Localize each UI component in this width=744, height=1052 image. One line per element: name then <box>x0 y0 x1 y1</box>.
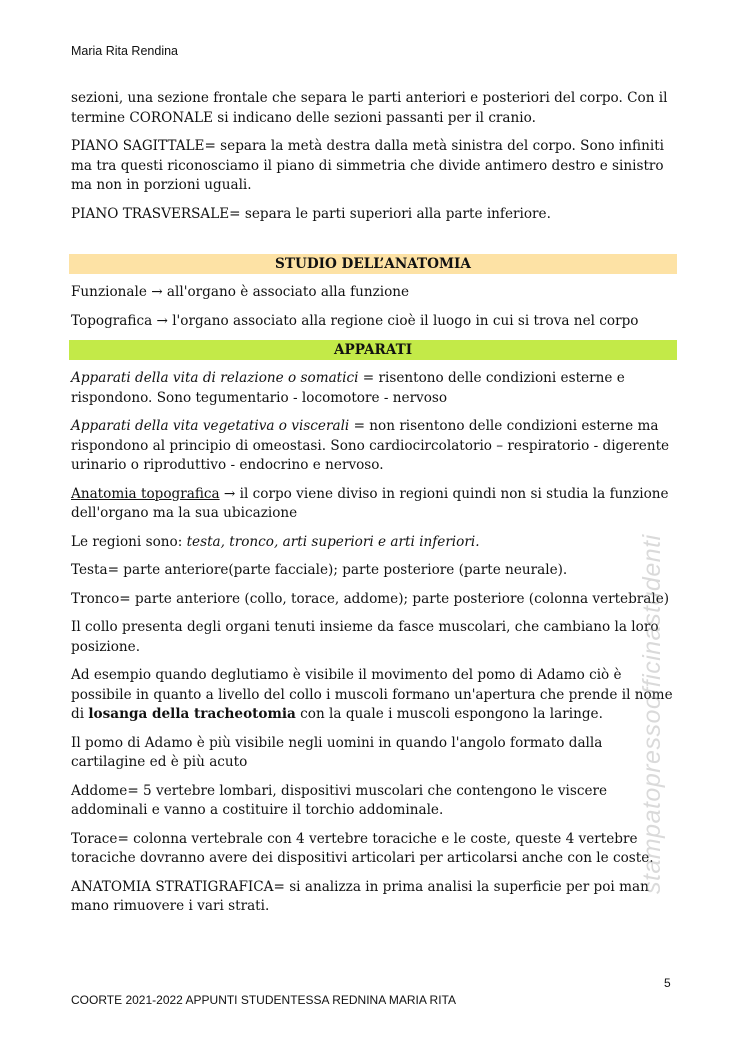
paragraph-pomo-adamo-uomini: Il pomo di Adamo è più visibile negli uomini in quando l'angolo formato dalla cartilagine ed è più acuto <box>71 734 603 770</box>
term-regioni-list: testa, tronco, arti superiori e arti inferiori. <box>186 533 480 550</box>
text-anatomia-topografica: → il corpo viene diviso in regioni quindi non si studia la funzione dell'organo ma la sua ubicazione <box>71 485 669 521</box>
term-anatomia-topografica: Anatomia topografica <box>71 485 220 502</box>
paragraph-pomo-adamo-deglutizione <box>71 666 675 725</box>
text-apparati-vegetativa: = non risentono delle condizioni esterne ma rispondono al principio di omeostasi. Sono cardiocircolatorio – respiratorio - digerente urinario o riproduttivo - endocrino e nervoso. <box>71 418 670 473</box>
text-deglutizione-pre: Ad esempio quando deglutiamo è visibile il movimento del pomo di Adamo ciò è possibile in quanto a livello del collo i muscoli formano un'apertura che prende il nome di <box>71 667 673 722</box>
text-deglutizione-rest: con la quale i muscoli espongono la laringe. <box>295 706 603 722</box>
paragraph-anatomia-topografica <box>71 485 675 524</box>
term-apparati-relazione: Apparati della vita di relazione o somatici <box>71 370 359 386</box>
term-losanga-tracheotomia: losanga della tracheotomia <box>88 706 296 722</box>
paragraph-sezioni: sezioni, una sezione frontale che separa le parti anteriori e posteriori del corpo. Con il termine CORONALE si indicano delle sezioni passanti per il cranio. <box>71 90 668 126</box>
paragraph-apparati-vegetativa <box>71 417 675 476</box>
page-header-author: Maria Rita Rendina <box>71 44 178 58</box>
page-footer: COORTE 2021-2022 APPUNTI STUDENTESSA REDNINA MARIA RITA <box>71 993 457 1007</box>
document-body <box>71 89 675 926</box>
paragraph-regioni <box>71 533 675 553</box>
paragraph-topografica: Topografica → l'organo associato alla regione cioè il luogo in cui si trova nel corpo <box>71 312 639 329</box>
watermark-text: stampatopressoofficinastudenti <box>638 534 666 894</box>
section-heading-apparati: APPARATI <box>69 340 677 360</box>
section-heading-studio-anatomia: STUDIO DELL’ANATOMIA <box>69 254 677 274</box>
paragraph-tronco: Tronco= parte anteriore (collo, torace, addome); parte posteriore (colonna vertebrale) <box>71 590 670 607</box>
paragraph-piano-trasversale: PIANO TRASVERSALE= separa le parti superiori alla parte inferiore. <box>71 205 551 222</box>
paragraph-torace: Torace= colonna vertebrale con 4 vertebre toraciche e le coste, queste 4 vertebre toraciche dovranno avere dei dispositivi articolari per articolarsi anche con le coste. <box>71 830 654 866</box>
paragraph-addome: Addome= 5 vertebre lombari, dispositivi muscolari che contengono le viscere addominali e vanno a costituire il torchio addominale. <box>71 782 608 818</box>
paragraph-anatomia-stratigrafica: ANATOMIA STRATIGRAFICA= si analizza in prima analisi la superficie per poi man mano rimuovere i vari strati. <box>71 878 649 914</box>
page-number: 5 <box>664 976 671 990</box>
paragraph-funzionale: Funzionale → all'organo è associato alla funzione <box>71 284 410 300</box>
term-apparati-vegetativa: Apparati della vita vegetativa o viscerali <box>71 418 350 434</box>
text-regioni-prefix: Le regioni sono: <box>71 533 187 550</box>
paragraph-apparati-relazione <box>71 369 675 408</box>
paragraph-testa: Testa= parte anteriore(parte facciale); parte posteriore (parte neurale). <box>71 562 568 578</box>
paragraph-collo: Il collo presenta degli organi tenuti insieme da fasce muscolari, che cambiano la loro posizione. <box>71 619 659 655</box>
paragraph-piano-sagittale: PIANO SAGITTALE= separa la metà destra dalla metà sinistra del corpo. Sono infiniti ma tra questi riconosciamo il piano di simmetria che divide antimero destro e sinistro ma non in porzioni uguali. <box>71 138 665 193</box>
text-apparati-relazione: = risentono delle condizioni esterne e rispondono. Sono tegumentario - locomotore - nervoso <box>71 370 625 406</box>
